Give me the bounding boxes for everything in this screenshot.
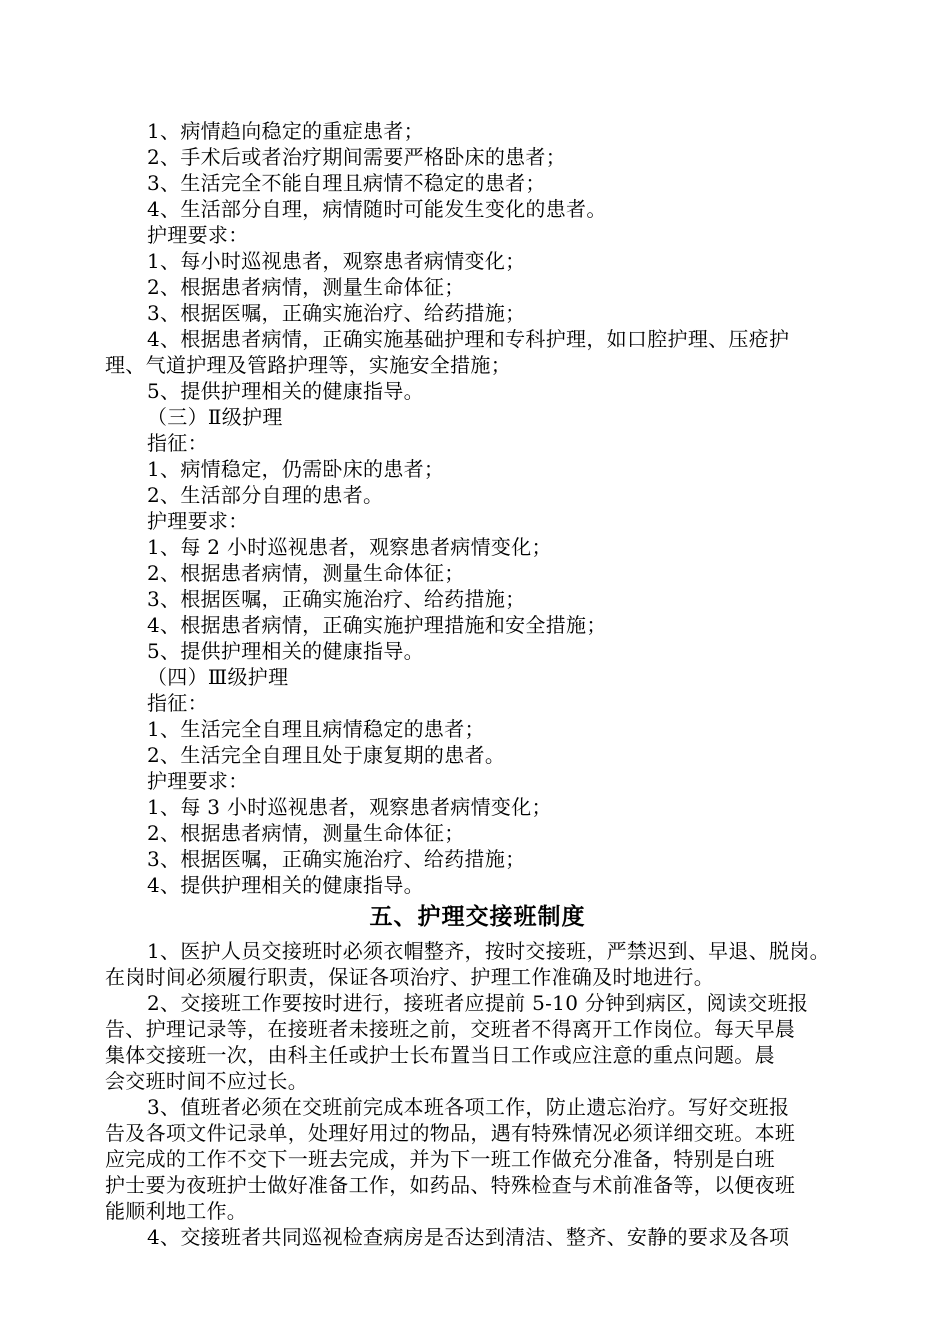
list-item: 4、生活部分自理，病情随时可能发生变化的患者。 [147, 197, 607, 221]
list-item: 1、每小时巡视患者，观察患者病情变化； [147, 249, 526, 273]
paragraph-line: 2、交接班工作要按时进行，接班者应提前 5-10 分钟到病区，阅读交班报 [147, 991, 809, 1015]
paragraph [105, 938, 850, 990]
list-item: 2、根据患者病情，测量生命体征； [147, 821, 465, 845]
list-item: 2、根据患者病情，测量生命体征； [147, 275, 465, 299]
list-item: 1、病情稳定，仍需卧床的患者； [147, 457, 445, 481]
requirements-label: 护理要求： [147, 769, 249, 793]
paragraph-line: 3、值班者必须在交班前完成本班各项工作，防止遗忘治疗。写好交班报 [147, 1095, 790, 1119]
list-item: 4、根据患者病情，正确实施基础护理和专科护理，如口腔护理、压疮护 [147, 327, 790, 351]
paragraph-line: 在岗时间必须履行职责，保证各项治疗、护理工作准确及时地进行。 [105, 965, 714, 989]
subsection-heading: （三）Ⅱ级护理 [147, 405, 283, 429]
paragraph-line: 集体交接班一次，由科主任或护士长布置当日工作或应注意的重点问题。晨 [105, 1043, 775, 1067]
list-item: 1、每 2 小时巡视患者，观察患者病情变化； [147, 535, 552, 559]
list-item: 5、提供护理相关的健康指导。 [147, 379, 424, 403]
list-item: 5、提供护理相关的健康指导。 [147, 639, 424, 663]
list-item: 3、根据医嘱，正确实施治疗、给药措施； [147, 301, 526, 325]
paragraph-line: 1、医护人员交接班时必须衣帽整齐，按时交接班，严禁迟到、早退、脱岗。 [147, 939, 830, 963]
list-item: 2、根据患者病情，测量生命体征； [147, 561, 465, 585]
list-item: 2、生活完全自理且处于康复期的患者。 [147, 743, 506, 767]
list-item: 2、生活部分自理的患者。 [147, 483, 384, 507]
requirements-label: 护理要求： [147, 223, 249, 247]
document-body [105, 118, 850, 1250]
paragraph-line: 告及各项文件记录单，处理好用过的物品，遇有特殊情况必须详细交班。本班 [105, 1121, 796, 1145]
subsection-heading: （四）Ⅲ级护理 [147, 665, 289, 689]
list-item: 3、根据医嘱，正确实施治疗、给药措施； [147, 587, 526, 611]
list-item: 4、根据患者病情，正确实施护理措施和安全措施； [147, 613, 607, 637]
paragraph [105, 1224, 850, 1250]
paragraph-line: 会交班时间不应过长。 [105, 1069, 308, 1093]
paragraph-line: 4、交接班者共同巡视检查病房是否达到清洁、整齐、安静的要求及各项 [147, 1225, 790, 1249]
list-item: 2、手术后或者治疗期间需要严格卧床的患者； [147, 145, 567, 169]
list-item: 1、每 3 小时巡视患者，观察患者病情变化； [147, 795, 552, 819]
list-item-continuation: 理、气道护理及管路护理等，实施安全措施； [105, 353, 511, 377]
list-item: 3、根据医嘱，正确实施治疗、给药措施； [147, 847, 526, 871]
section-title: 五、护理交接班制度 [369, 903, 586, 930]
list-item: 4、提供护理相关的健康指导。 [147, 873, 424, 897]
list-item: 1、生活完全自理且病情稳定的患者； [147, 717, 485, 741]
paragraph-line: 护士要为夜班护士做好准备工作，如药品、特殊检查与术前准备等，以便夜班 [105, 1173, 796, 1197]
paragraph [105, 1094, 850, 1224]
paragraph-line: 告、护理记录等，在接班者未接班之前，交班者不得离开工作岗位。每天早晨 [105, 1017, 796, 1041]
indications-label: 指征： [147, 431, 208, 455]
requirements-label: 护理要求： [147, 509, 249, 533]
paragraph-line: 应完成的工作不交下一班去完成，并为下一班工作做充分准备，特别是白班 [105, 1147, 775, 1171]
indications-label: 指征： [147, 691, 208, 715]
paragraph-line: 能顺利地工作。 [105, 1199, 248, 1223]
list-item: 1、病情趋向稳定的重症患者； [147, 119, 424, 143]
paragraph [105, 990, 850, 1094]
list-item: 3、生活完全不能自理且病情不稳定的患者； [147, 171, 546, 195]
